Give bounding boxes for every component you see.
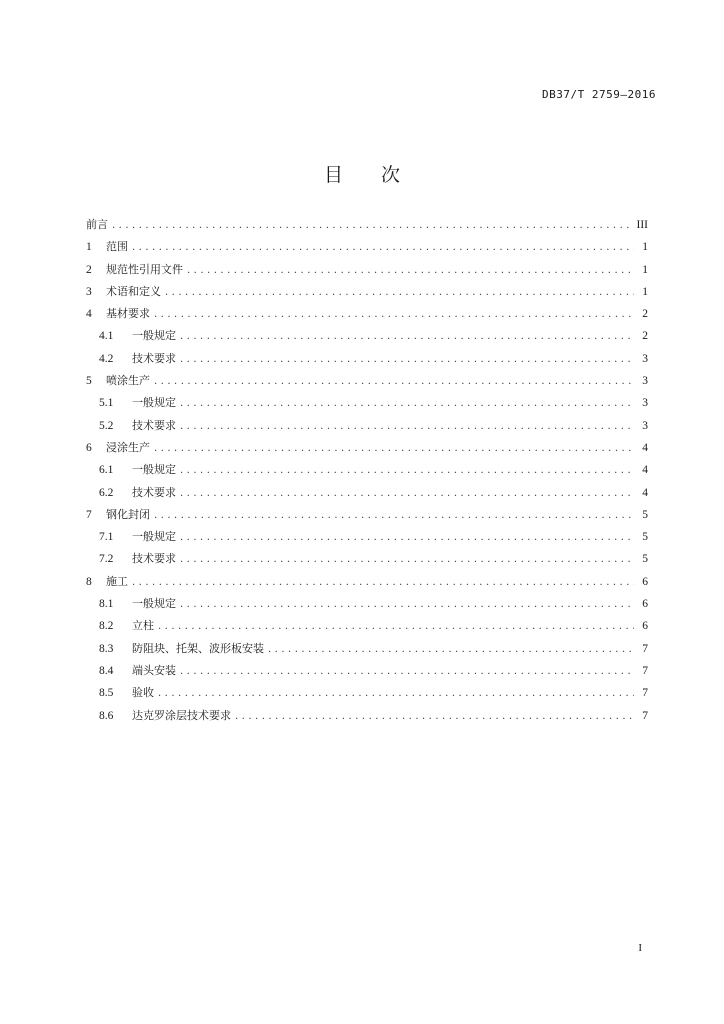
dot-leader bbox=[180, 554, 634, 565]
toc-entry-number: 8.1 bbox=[99, 598, 114, 611]
toc-subentry[interactable] bbox=[86, 417, 648, 439]
toc-entry-page: 3 bbox=[642, 397, 648, 410]
toc-entry-number: 3 bbox=[86, 285, 92, 298]
dot-leader bbox=[158, 688, 634, 699]
dot-leader bbox=[158, 621, 634, 632]
toc-entry-label: 一般规定 bbox=[132, 597, 176, 611]
toc-entry-label: 施工 bbox=[106, 574, 128, 588]
toc-subentry[interactable] bbox=[86, 461, 648, 483]
dot-leader bbox=[180, 354, 634, 365]
toc-entry[interactable] bbox=[86, 439, 648, 461]
toc-entry-label: 一般规定 bbox=[132, 396, 176, 410]
toc-entry-number: 6.2 bbox=[99, 486, 114, 499]
toc-entry-number: 7.1 bbox=[99, 531, 114, 544]
toc-entry-page: 5 bbox=[642, 553, 648, 566]
toc-entry-page: 6 bbox=[642, 620, 648, 633]
toc-subentry[interactable] bbox=[86, 707, 648, 729]
toc-entry-page: III bbox=[636, 219, 648, 231]
toc-subentry[interactable] bbox=[86, 484, 648, 506]
toc-entry-number: 5 bbox=[86, 375, 92, 388]
toc-entry-page: 7 bbox=[642, 709, 648, 722]
toc-subentry[interactable] bbox=[86, 617, 648, 639]
toc-entry-label: 技术要求 bbox=[132, 418, 176, 432]
dot-leader bbox=[154, 309, 634, 320]
toc-entry-label: 喷涂生产 bbox=[106, 374, 150, 388]
toc-entry-label: 技术要求 bbox=[132, 552, 176, 566]
toc-entry-page: 1 bbox=[642, 263, 648, 276]
toc-entry-page: 1 bbox=[642, 285, 648, 298]
toc-entry-label: 端头安装 bbox=[132, 663, 176, 677]
toc-entry[interactable] bbox=[86, 573, 648, 595]
toc-entry-page: 6 bbox=[642, 598, 648, 611]
toc-subentry[interactable] bbox=[86, 327, 648, 349]
dot-leader bbox=[180, 465, 634, 476]
toc-subentry[interactable] bbox=[86, 640, 648, 662]
dot-leader bbox=[180, 666, 634, 677]
toc-entry-page: 3 bbox=[642, 419, 648, 432]
toc-entry-number: 7.2 bbox=[99, 553, 114, 566]
toc-entry-page: 2 bbox=[642, 308, 648, 321]
toc-entry-label: 一般规定 bbox=[132, 329, 176, 343]
page-number: I bbox=[638, 942, 642, 954]
toc-entry-number: 6.1 bbox=[99, 464, 114, 477]
toc-entry-page: 4 bbox=[642, 441, 648, 454]
toc-entry-number: 6 bbox=[86, 441, 92, 454]
toc-entry-number: 8 bbox=[86, 575, 92, 588]
toc-entry-page: 7 bbox=[642, 664, 648, 677]
toc-entry-page: 7 bbox=[642, 642, 648, 655]
toc-entry[interactable] bbox=[86, 216, 648, 238]
toc-entry-page: 3 bbox=[642, 352, 648, 365]
toc-entry-label: 验收 bbox=[132, 686, 154, 700]
toc-entry[interactable] bbox=[86, 372, 648, 394]
toc-entry-number: 4 bbox=[86, 308, 92, 321]
toc-entry-label: 技术要求 bbox=[132, 485, 176, 499]
document-code: DB37/T 2759—2016 bbox=[542, 88, 656, 101]
dot-leader bbox=[268, 644, 634, 655]
toc-subentry[interactable] bbox=[86, 350, 648, 372]
toc-entry-number: 7 bbox=[86, 508, 92, 521]
toc-entry-page: 7 bbox=[642, 687, 648, 700]
toc-entry-page: 5 bbox=[642, 531, 648, 544]
toc-subentry[interactable] bbox=[86, 662, 648, 684]
toc-entry-number: 4.1 bbox=[99, 330, 114, 343]
dot-leader bbox=[112, 220, 633, 231]
toc-entry-label: 前言 bbox=[86, 218, 108, 231]
toc-entry-number: 8.6 bbox=[99, 709, 114, 722]
dot-leader bbox=[165, 287, 634, 298]
toc-entry-label: 规范性引用文件 bbox=[106, 262, 183, 276]
toc-entry-page: 6 bbox=[642, 575, 648, 588]
toc-entry[interactable] bbox=[86, 238, 648, 260]
dot-leader bbox=[180, 532, 634, 543]
toc-entry-number: 5.1 bbox=[99, 397, 114, 410]
toc-entry-number: 4.2 bbox=[99, 352, 114, 365]
dot-leader bbox=[180, 599, 634, 610]
toc-entry-page: 4 bbox=[642, 486, 648, 499]
dot-leader bbox=[154, 510, 634, 521]
toc-entry-label: 立柱 bbox=[132, 619, 154, 633]
dot-leader bbox=[154, 376, 634, 387]
toc-entry-label: 钢化封闭 bbox=[106, 507, 150, 521]
toc-entry-label: 技术要求 bbox=[132, 351, 176, 365]
page-title: 目次 bbox=[323, 164, 438, 186]
toc-entry-page: 2 bbox=[642, 330, 648, 343]
toc-entry-label: 达克罗涂层技术要求 bbox=[132, 708, 231, 722]
toc-entry-number: 8.4 bbox=[99, 664, 114, 677]
toc-entry-label: 基材要求 bbox=[106, 307, 150, 321]
toc-entry-page: 4 bbox=[642, 464, 648, 477]
dot-leader bbox=[154, 443, 634, 454]
toc-entry-number: 8.3 bbox=[99, 642, 114, 655]
toc-subentry[interactable] bbox=[86, 684, 648, 706]
toc-entry-page: 1 bbox=[642, 241, 648, 254]
toc-entry[interactable] bbox=[86, 261, 648, 283]
toc-subentry[interactable] bbox=[86, 550, 648, 572]
toc-entry-label: 一般规定 bbox=[132, 463, 176, 477]
toc-entry-label: 防阻块、托架、波形板安装 bbox=[132, 641, 264, 655]
toc-entry-number: 1 bbox=[86, 241, 92, 254]
dot-leader bbox=[132, 577, 634, 588]
toc-entry[interactable] bbox=[86, 506, 648, 528]
toc-subentry[interactable] bbox=[86, 528, 648, 550]
dot-leader bbox=[187, 265, 634, 276]
toc-entry[interactable] bbox=[86, 305, 648, 327]
table-of-contents bbox=[86, 216, 648, 729]
toc-entry-label: 浸涂生产 bbox=[106, 440, 150, 454]
dot-leader bbox=[180, 331, 634, 342]
toc-subentry[interactable] bbox=[86, 595, 648, 617]
toc-subentry[interactable] bbox=[86, 394, 648, 416]
toc-entry-label: 范围 bbox=[106, 240, 128, 254]
toc-entry-number: 5.2 bbox=[99, 419, 114, 432]
toc-entry-number: 8.5 bbox=[99, 687, 114, 700]
dot-leader bbox=[180, 421, 634, 432]
toc-entry[interactable] bbox=[86, 283, 648, 305]
dot-leader bbox=[235, 711, 634, 722]
dot-leader bbox=[180, 488, 634, 499]
toc-entry-label: 术语和定义 bbox=[106, 284, 161, 298]
toc-entry-label: 一般规定 bbox=[132, 530, 176, 544]
toc-entry-number: 8.2 bbox=[99, 620, 114, 633]
dot-leader bbox=[132, 242, 634, 253]
dot-leader bbox=[180, 398, 634, 409]
toc-entry-page: 5 bbox=[642, 508, 648, 521]
toc-entry-number: 2 bbox=[86, 263, 92, 276]
toc-entry-page: 3 bbox=[642, 375, 648, 388]
